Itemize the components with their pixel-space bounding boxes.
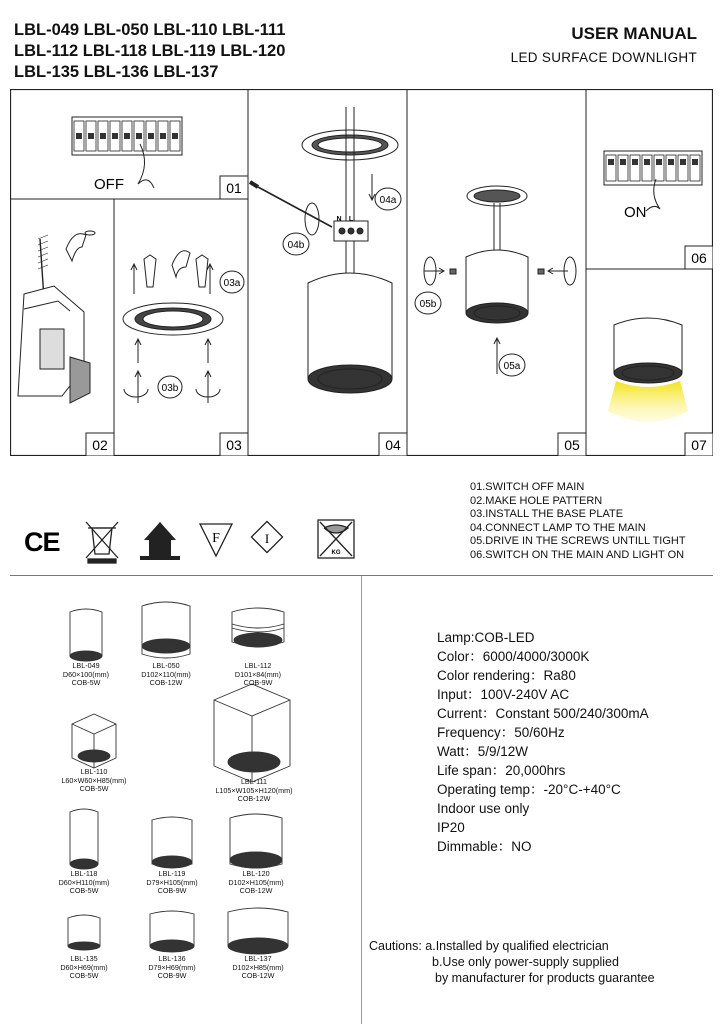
- step-item: 03.INSTALL THE BASE PLATE: [470, 508, 624, 521]
- caution-line: Cautions: a.Installed by qualified electrician: [369, 939, 609, 953]
- product-power: COB-9W: [157, 886, 187, 896]
- screw-tightening-illustration: [424, 186, 576, 374]
- light-on-illustration: [608, 318, 688, 422]
- product-dims: L105×W105×H120(mm): [215, 785, 293, 795]
- model-list: [14, 20, 285, 83]
- breaker-on-illustration: [604, 151, 702, 211]
- spec-item: IP20: [437, 820, 465, 835]
- product-lbl-137-drawing: [228, 908, 288, 954]
- product-lbl-136-drawing: [150, 911, 194, 952]
- product-label-lbl-111: [199, 778, 309, 804]
- product-power: COB-5W: [69, 886, 99, 896]
- product-power: COB-12W: [149, 678, 183, 688]
- callout-05b: 05b: [419, 299, 437, 310]
- caution-line: b.Use only power-supply supplied: [432, 955, 619, 969]
- step-item: 06.SWITCH ON THE MAIN AND LIGHT ON: [470, 548, 685, 561]
- callout-04b: 04b: [287, 240, 305, 251]
- callout-03a: 03a: [223, 278, 241, 289]
- spec-item: Input：100V-240V AC: [437, 687, 570, 702]
- product-lbl-112-drawing: [232, 608, 284, 647]
- callout-05a: 05a: [503, 361, 521, 372]
- panel-number-06: 06: [691, 250, 707, 266]
- on-label: ON: [624, 204, 647, 221]
- spec-item: Life span：20,000hrs: [437, 763, 566, 778]
- spec-item: Current：Constant 500/240/300mA: [437, 706, 649, 721]
- product-dims: D79×H105(mm): [146, 877, 198, 887]
- spec-item: Dimmable：NO: [437, 839, 532, 854]
- spec-item: Color rendering：Ra80: [437, 668, 576, 683]
- product-model: LBL-049: [72, 661, 100, 670]
- product-model: LBL-135: [70, 954, 98, 963]
- product-dims: D102×H105(mm): [228, 877, 284, 887]
- i-mark-label: I: [264, 531, 270, 546]
- model-line: LBL-112 LBL-118 LBL-119 LBL-120: [14, 42, 286, 60]
- product-lbl-135-drawing: [68, 915, 100, 950]
- ce-mark-icon: CE: [24, 527, 60, 557]
- product-lbl-110-drawing: [72, 714, 116, 768]
- terminal-l-label: L: [348, 216, 354, 223]
- wiring-illustration: [250, 107, 398, 393]
- product-power: COB-9W: [157, 971, 187, 981]
- breaker-off-illustration: [72, 117, 182, 188]
- off-label: OFF: [94, 176, 124, 193]
- model-line: LBL-049 LBL-050 LBL-110 LBL-111: [14, 21, 286, 39]
- product-model: LBL-118: [70, 869, 98, 878]
- product-model: LBL-137: [244, 954, 272, 963]
- product-power: COB-5W: [79, 784, 109, 794]
- spec-item: Indoor use only: [437, 801, 530, 816]
- step-item: 02.MAKE HOLE PATTERN: [470, 494, 603, 507]
- product-lbl-120-drawing: [230, 814, 282, 868]
- manual-subtitle: LED SURFACE DOWNLIGHT: [510, 50, 697, 65]
- product-power: COB-9W: [243, 678, 273, 688]
- product-dims: D60×H69(mm): [60, 962, 108, 972]
- spec-item: Operating temp：-20°C-+40°C: [437, 782, 621, 797]
- product-label-lbl-112: [203, 662, 313, 688]
- panel-number-02: 02: [92, 437, 108, 453]
- drill-illustration: [18, 231, 95, 403]
- product-label-lbl-120: [201, 870, 311, 896]
- product-power: COB-5W: [69, 971, 99, 981]
- indoor-house-icon: [140, 522, 180, 560]
- product-dims: L60×W60×H85(mm): [61, 775, 127, 785]
- product-dims: D101×84(mm): [234, 669, 282, 679]
- panel-number-01: 01: [226, 180, 242, 196]
- model-line: LBL-135 LBL-136 LBL-137: [14, 63, 219, 81]
- product-lbl-111-drawing: [214, 684, 290, 782]
- product-dims: D102×H85(mm): [232, 962, 284, 972]
- product-lbl-118-drawing: [70, 809, 98, 869]
- product-dims: D60×H110(mm): [58, 877, 110, 887]
- panel-number-05: 05: [564, 437, 580, 453]
- column-divider: [361, 576, 362, 1024]
- step-item: 01.SWITCH OFF MAIN: [470, 481, 585, 493]
- product-lbl-049-drawing: [70, 609, 102, 661]
- callout-04a: 04a: [379, 195, 397, 206]
- product-model: LBL-050: [152, 661, 180, 670]
- product-model: LBL-120: [242, 869, 270, 878]
- panel-number-04: 04: [385, 437, 401, 453]
- product-power: COB-12W: [237, 794, 271, 804]
- terminal-n-label: N: [336, 216, 342, 223]
- product-label-lbl-110: [39, 768, 149, 794]
- product-model: LBL-111: [240, 777, 268, 786]
- f-mark-label: F: [212, 531, 220, 546]
- caution-line: by manufacturer for products guarantee: [435, 971, 655, 985]
- spec-item: Watt：5/9/12W: [437, 744, 529, 759]
- product-dims: D102×110(mm): [141, 669, 191, 679]
- spec-item: Color：6000/4000/3000K: [437, 649, 590, 664]
- specifications: [437, 628, 649, 856]
- panel-number-03: 03: [226, 437, 242, 453]
- callout-03b: 03b: [161, 383, 179, 394]
- product-lbl-050-drawing: [142, 602, 190, 658]
- product-label-lbl-137: [203, 955, 313, 981]
- manual-title: USER MANUAL: [571, 24, 697, 43]
- product-model: LBL-136: [158, 954, 186, 963]
- cautions: [369, 938, 655, 986]
- installation-steps: [470, 481, 686, 563]
- product-lbl-119-drawing: [152, 817, 192, 868]
- product-power: COB-5W: [71, 678, 101, 688]
- panel-number-07: 07: [691, 437, 707, 453]
- product-dims: D60×100(mm): [62, 669, 110, 679]
- product-model: LBL-110: [80, 767, 108, 776]
- spec-item: Lamp:COB-LED: [437, 630, 535, 645]
- certification-marks: [22, 518, 362, 564]
- step-item: 04.CONNECT LAMP TO THE MAIN: [470, 521, 646, 534]
- product-dims: D79×H69(mm): [148, 962, 196, 972]
- weee-bin-icon: [86, 522, 118, 563]
- spec-item: Frequency：50/60Hz: [437, 725, 565, 740]
- product-power: COB-12W: [241, 971, 275, 981]
- step-item: 05.DRIVE IN THE SCREWS UNTILL TIGHT: [470, 535, 686, 548]
- product-power: COB-12W: [239, 886, 273, 896]
- product-model: LBL-112: [244, 661, 272, 670]
- product-model: LBL-119: [158, 869, 186, 878]
- kg-label: KG: [331, 550, 341, 556]
- installation-diagram: [10, 89, 713, 456]
